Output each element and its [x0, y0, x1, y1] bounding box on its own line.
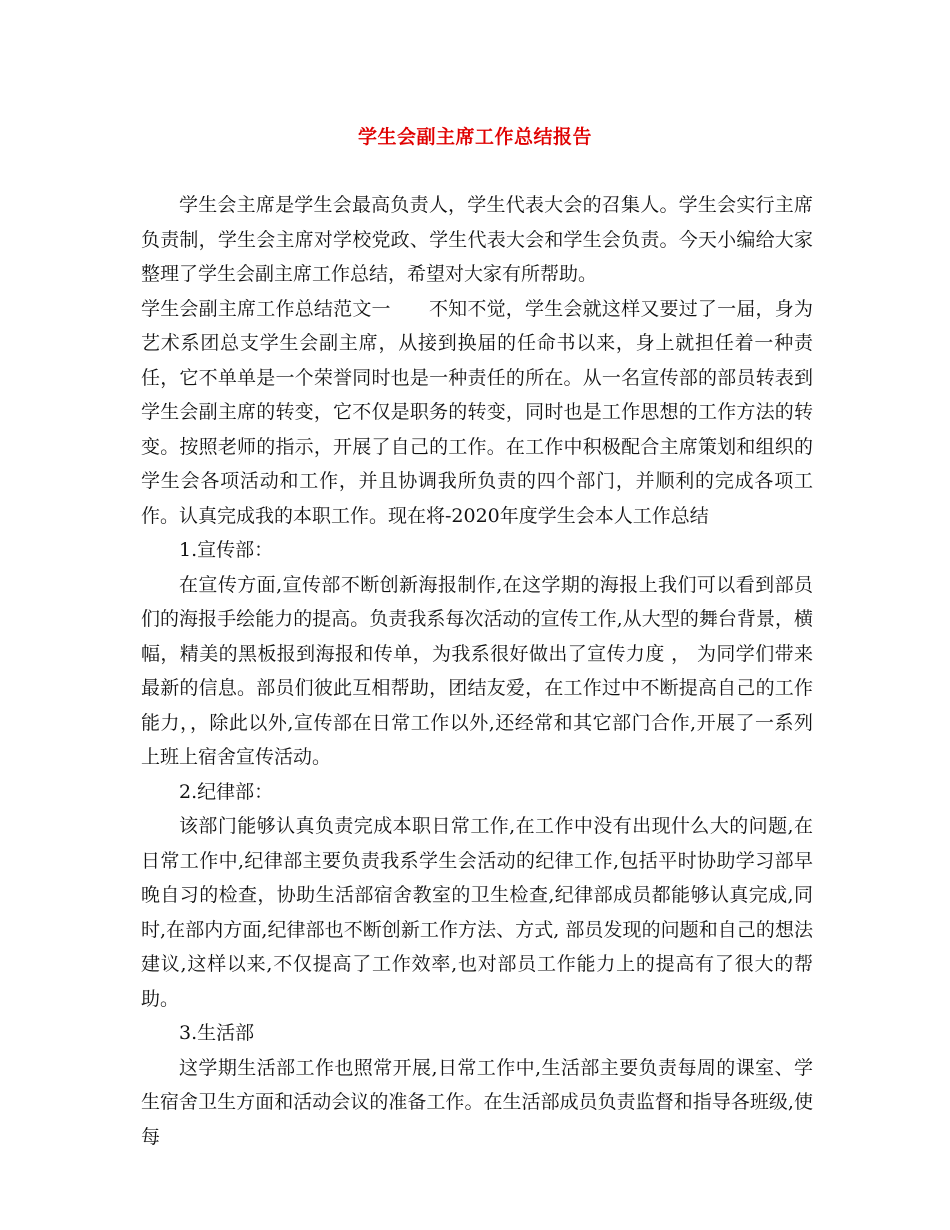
- section-heading-discipline: 2.纪律部：: [179, 780, 274, 803]
- intro-paragraph: 学生会主席是学生会最高负责人，学生代表大会的召集人。学生会实行主席负责制，学生会主席对学校党政、学生代表大会和学生会负责。今天小编给大家整理了学生会副主席工作总结，希望对大家有所帮助。: [141, 194, 813, 285]
- section-text-discipline: 该部门能够认真负责完成本职日常工作,在工作中没有出现什么大的问题,在日常工作中,纪律部主要负责我系学生会活动的纪律工作,包括平时协助学习部早晚自习的检查，协助生活部宿舍教室的卫生检查,纪律部成员都能够认真完成,同时,在部内方面,纪律部也不断创新工作方法、方式, 部员发现的问题和自己的想法建议,这样以来,不仅提高了工作效率,也对部员工作能力上的提高有了很大的帮助。: [141, 815, 813, 1010]
- sample-label: 学生会副主席工作总结范文一: [141, 297, 391, 320]
- section-heading-life: 3.生活部: [179, 1022, 255, 1044]
- document-body: [141, 188, 813, 1154]
- sample-text: 不知不觉，学生会就这样又要过了一届，身为艺术系团总支学生会副主席，从接到换届的任命书以来，身上就担任着一种责任，它不单单是一个荣誉同时也是一种责任的所在。从一名宣传部的部员转表到学生会副主席的转变，它不仅是职务的转变，同时也是工作思想的工作方法的转变。按照老师的指示，开展了自己的工作。在工作中积极配合主席策划和组织的学生会各项活动和工作，并且协调我所负责的四个部门，并顺利的完成各项工作。认真完成我的本职工作。现在将-2020年度学生会本人工作总结: [141, 297, 813, 527]
- sample-paragraph: [141, 292, 813, 534]
- document-title: 学生会副主席工作总结报告: [357, 126, 592, 148]
- section-text-publicity: 在宣传方面,宣传部不断创新海报制作,在这学期的海报上我们可以看到部员们的海报手绘能力的提高。负责我系每次活动的宣传工作,从大型的舞台背景，横幅，精美的黑板报到海报和传单，为我系很好做出了宣传力度 ， 为同学们带来最新的信息。部员们彼此互相帮助，团结友爱，在工作过中不断提高自己的工作能力，，除此以外,宣传部在日常工作以外,还经常和其它部门合作,开展了一系列上班上宿舍宣传活动。: [141, 573, 813, 768]
- section-heading-publicity: 1.宣传部：: [179, 539, 274, 561]
- section-text-life: 这学期生活部工作也照常开展,日常工作中,生活部主要负责每周的课室、学生宿舍卫生方面和活动会议的准备工作。在生活部成员负责监督和指导各班级,使每: [141, 1056, 813, 1148]
